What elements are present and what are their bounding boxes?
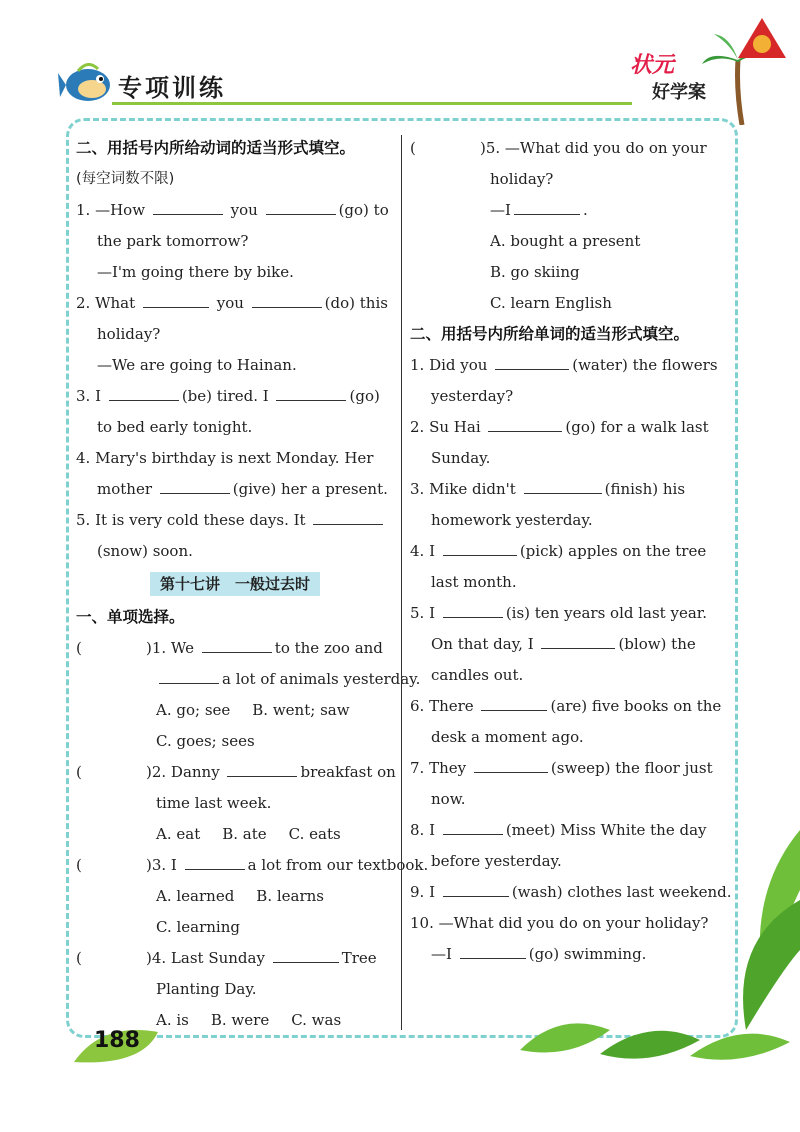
answer-blank[interactable] bbox=[313, 509, 383, 525]
question-3: 3. I (be) tired. I (go) bbox=[76, 387, 380, 405]
question-1-cont: the park tomorrow? bbox=[97, 232, 249, 250]
choice-question-3-options: A. learned B. learns bbox=[156, 887, 325, 905]
word-question-4-cont: last month. bbox=[431, 573, 517, 591]
answer-blank[interactable] bbox=[495, 354, 569, 370]
section-title-verbs: 二、用括号内所给动词的适当形式填空。 bbox=[76, 139, 356, 157]
answer-blank[interactable] bbox=[443, 881, 509, 897]
choice-option-c: C. learn English bbox=[490, 294, 612, 312]
choice-question-1-options-2: C. goes; sees bbox=[156, 732, 255, 750]
choice-question-1-cont: a lot of animals yesterday. bbox=[76, 664, 394, 695]
question-3-cont: to bed early tonight. bbox=[97, 418, 253, 436]
section-note: (每空词数不限) bbox=[76, 171, 175, 187]
header-title: 专项训练 bbox=[118, 74, 226, 102]
answer-blank[interactable] bbox=[474, 757, 548, 773]
choice-question-3-options-2: C. learning bbox=[156, 918, 240, 936]
lecture-heading: 第十七讲 一般过去时 bbox=[76, 569, 394, 600]
answer-blank[interactable] bbox=[514, 199, 580, 215]
answer-blank[interactable] bbox=[227, 761, 297, 777]
word-question-5: 5. I (is) ten years old last year. bbox=[410, 604, 708, 622]
question-4-cont: mother (give) her a present. bbox=[97, 480, 388, 498]
choice-question-2: ( )2. Danny breakfast on bbox=[76, 763, 396, 781]
badge-icon bbox=[738, 18, 786, 58]
question-4: 4. Mary's birthday is next Monday. Her bbox=[76, 449, 374, 467]
answer-blank[interactable] bbox=[159, 668, 219, 684]
choice-question-4-options: A. is B. were C. was bbox=[156, 1011, 342, 1029]
word-question-7: 7. They (sweep) the floor just bbox=[410, 759, 713, 777]
word-question-9: 9. I (wash) clothes last weekend. bbox=[410, 883, 732, 901]
word-question-7-cont: now. bbox=[431, 790, 466, 808]
word-question-3-cont: homework yesterday. bbox=[431, 511, 593, 529]
question-2-cont: holiday? bbox=[97, 325, 161, 343]
answer-blank[interactable] bbox=[443, 819, 503, 835]
fish-mascot-icon bbox=[58, 55, 116, 109]
word-question-1: 1. Did you (water) the flowers bbox=[410, 356, 718, 374]
choice-option-b: B. go skiing bbox=[490, 263, 580, 281]
section-title-choice: 一、单项选择。 bbox=[76, 608, 185, 626]
choice-question-4: ( )4. Last Sunday Tree bbox=[76, 949, 377, 967]
logo-sub: 好学案 bbox=[652, 82, 706, 103]
answer-blank[interactable] bbox=[252, 292, 322, 308]
header-underline bbox=[112, 102, 632, 105]
question-5-cont: (snow) soon. bbox=[97, 542, 193, 560]
answer-blank[interactable] bbox=[266, 199, 336, 215]
question-5: 5. It is very cold these days. It bbox=[76, 505, 394, 536]
answer-blank[interactable] bbox=[488, 416, 562, 432]
choice-question-5-cont: holiday? bbox=[490, 170, 554, 188]
section-title-words: 二、用括号内所给单词的适当形式填空。 bbox=[410, 325, 690, 343]
question-1: 1. —How you (go) to bbox=[76, 201, 389, 219]
choice-question-4-cont: Planting Day. bbox=[156, 980, 257, 998]
answer-blank[interactable] bbox=[143, 292, 209, 308]
choice-question-1: ( )1. We to the zoo and bbox=[76, 639, 383, 657]
answer-blank[interactable] bbox=[185, 854, 245, 870]
answer-blank[interactable] bbox=[541, 633, 615, 649]
word-question-2: 2. Su Hai (go) for a walk last bbox=[410, 418, 709, 436]
choice-question-5: ( )5. —What did you do on your bbox=[410, 139, 707, 157]
word-question-10-reply: —I (go) swimming. bbox=[431, 945, 647, 963]
answer-blank[interactable] bbox=[160, 478, 230, 494]
word-question-2-cont: Sunday. bbox=[431, 449, 491, 467]
word-question-8-cont: before yesterday. bbox=[431, 852, 562, 870]
word-question-1-cont: yesterday? bbox=[431, 387, 514, 405]
word-question-5-end: candles out. bbox=[431, 666, 524, 684]
word-question-4: 4. I (pick) apples on the tree bbox=[410, 542, 707, 560]
leaf-decoration-icon bbox=[500, 830, 800, 1070]
answer-blank[interactable] bbox=[443, 602, 503, 618]
answer-blank[interactable] bbox=[153, 199, 223, 215]
word-question-6-cont: desk a moment ago. bbox=[431, 728, 584, 746]
word-question-5-cont: On that day, I (blow) the bbox=[431, 635, 696, 653]
choice-option-a: A. bought a present bbox=[490, 232, 641, 250]
choice-question-2-cont: time last week. bbox=[156, 794, 272, 812]
choice-question-5-reply: —I . bbox=[490, 201, 588, 219]
page-number: 188 bbox=[94, 1028, 140, 1053]
left-column bbox=[76, 133, 429, 1036]
page-header bbox=[0, 0, 800, 120]
choice-question-2-options: A. eat B. ate C. eats bbox=[156, 825, 341, 843]
column-divider bbox=[401, 135, 402, 1030]
answer-blank[interactable] bbox=[524, 478, 602, 494]
logo-main: 状元 bbox=[630, 53, 675, 78]
answer-blank[interactable] bbox=[202, 637, 272, 653]
question-2-reply: —We are going to Hainan. bbox=[97, 356, 297, 374]
answer-blank[interactable] bbox=[443, 540, 517, 556]
word-question-10: 10. —What did you do on your holiday? bbox=[410, 914, 709, 932]
question-2: 2. What you (do) this bbox=[76, 294, 388, 312]
word-question-3: 3. Mike didn't (finish) his bbox=[410, 480, 686, 498]
answer-blank[interactable] bbox=[273, 947, 339, 963]
answer-blank[interactable] bbox=[276, 385, 346, 401]
question-1-reply: —I'm going there by bike. bbox=[97, 263, 294, 281]
choice-question-3: ( )3. I a lot from our textbook. bbox=[76, 856, 429, 874]
answer-blank[interactable] bbox=[109, 385, 179, 401]
word-question-6: 6. There (are) five books on the bbox=[410, 697, 722, 715]
answer-blank[interactable] bbox=[481, 695, 547, 711]
choice-question-1-options: A. go; see B. went; saw bbox=[156, 701, 350, 719]
word-question-8: 8. I (meet) Miss White the day bbox=[410, 821, 707, 839]
